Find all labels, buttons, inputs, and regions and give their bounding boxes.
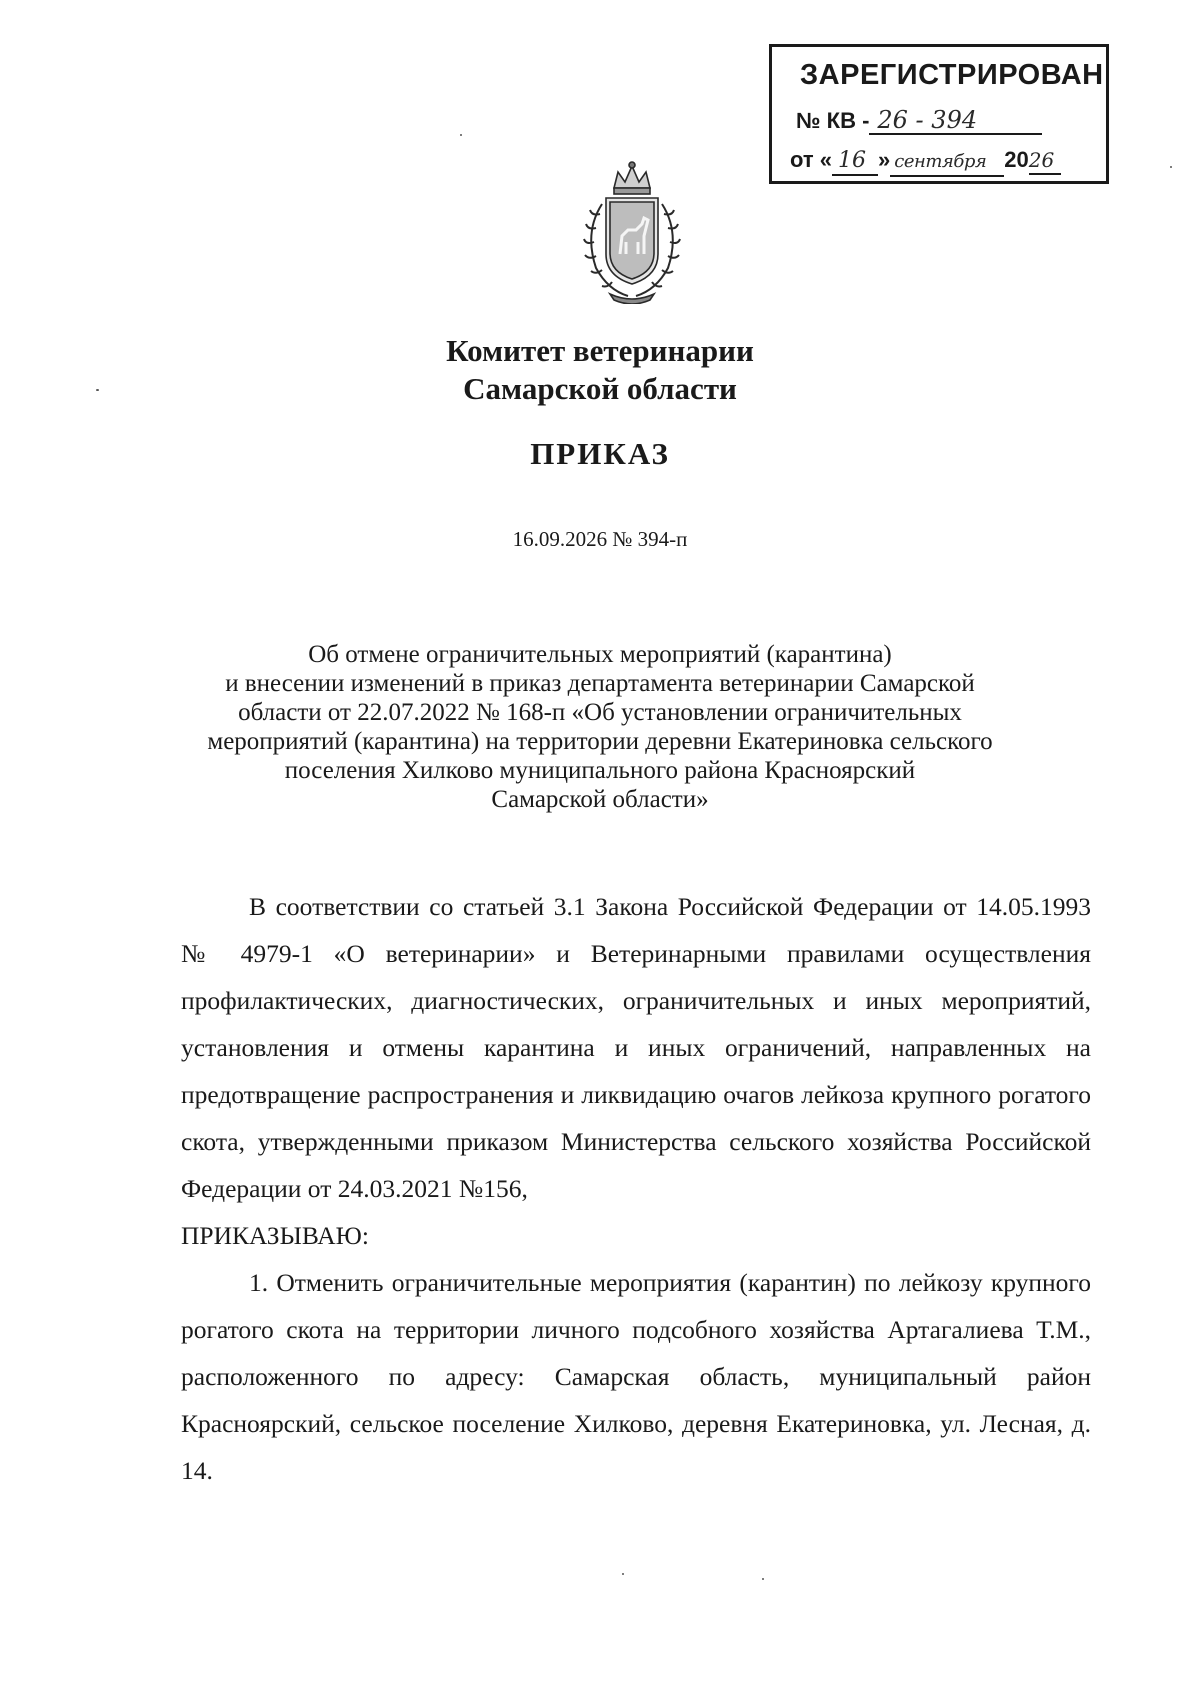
preamble-paragraph: В соответствии со статьей 3.1 Закона Российской Федерации от 14.05.1993 № 4979-1 «О ветеринарии» и Ветеринарными правилами осуществления профилактических, диагностических, ограничительных и иных мероприятий, установления и отмены карантина и иных ограничений, направленных на предотвращение распространения и ликвидацию очагов лейкоза крупного рогатого скота, утвержденными приказом Министерства сельского хозяйства Российской Федерации от 24.03.2021 №156,: [181, 892, 1091, 1203]
stamp-date-line: [790, 147, 1061, 177]
document-subject: [150, 640, 1050, 814]
document-date-number: 16.09.2026 № 394-п: [512, 527, 688, 551]
order-word: ПРИКАЗЫВАЮ:: [181, 1221, 369, 1250]
scan-speck: [96, 389, 99, 391]
scan-speck: [460, 134, 462, 136]
stamp-date-day: 16: [832, 148, 878, 176]
registration-stamp: [769, 44, 1109, 184]
scan-speck: [622, 1573, 624, 1575]
stamp-date-year-handwritten: 26: [1029, 147, 1061, 175]
document-body: [181, 883, 1091, 1494]
stamp-date-month: сентября: [890, 149, 1004, 177]
order-item-1: 1. Отменить ограничительные мероприятия (карантин) по лейкозу крупного рогатого скота на территории личного подсобного хозяйства Артагалиева Т.М., расположенного по адресу: Самарская область, муниципальный район Красноярский, сельское поселение Хилково, деревня Екатериновка, ул. Лесная, д. 14.: [181, 1268, 1091, 1485]
scan-speck: [1170, 166, 1172, 168]
stamp-date-prefix: от «: [790, 147, 833, 172]
org-line-1: Комитет ветеринарии: [446, 333, 754, 368]
subject-line: Самарской области»: [491, 786, 709, 813]
subject-line: поселения Хилково муниципального района Красноярский: [284, 757, 916, 784]
issuing-organization: [0, 332, 1200, 408]
subject-line: области от 22.07.2022 № 168-п «Об установлении ограничительных: [238, 699, 962, 726]
coat-of-arms-icon: [570, 158, 694, 304]
scan-speck: [762, 1578, 764, 1580]
subject-line: мероприятий (карантина) на территории деревни Екатериновка сельского: [207, 728, 993, 755]
stamp-title: ЗАРЕГИСТРИРОВАН: [800, 59, 1104, 91]
stamp-number-value: 26 - 394: [869, 107, 1042, 135]
stamp-number-line: [796, 107, 1042, 135]
stamp-date-year-printed: 20: [1004, 147, 1029, 172]
document-type: ПРИКАЗ: [530, 436, 670, 471]
subject-line: Об отмене ограничительных мероприятий (карантина): [308, 641, 892, 668]
org-line-2: Самарской области: [463, 371, 737, 406]
stamp-date-mid: »: [878, 147, 891, 172]
subject-line: и внесении изменений в приказ департамента ветеринарии Самарской: [225, 670, 975, 697]
stamp-number-label: № КВ -: [796, 108, 870, 133]
